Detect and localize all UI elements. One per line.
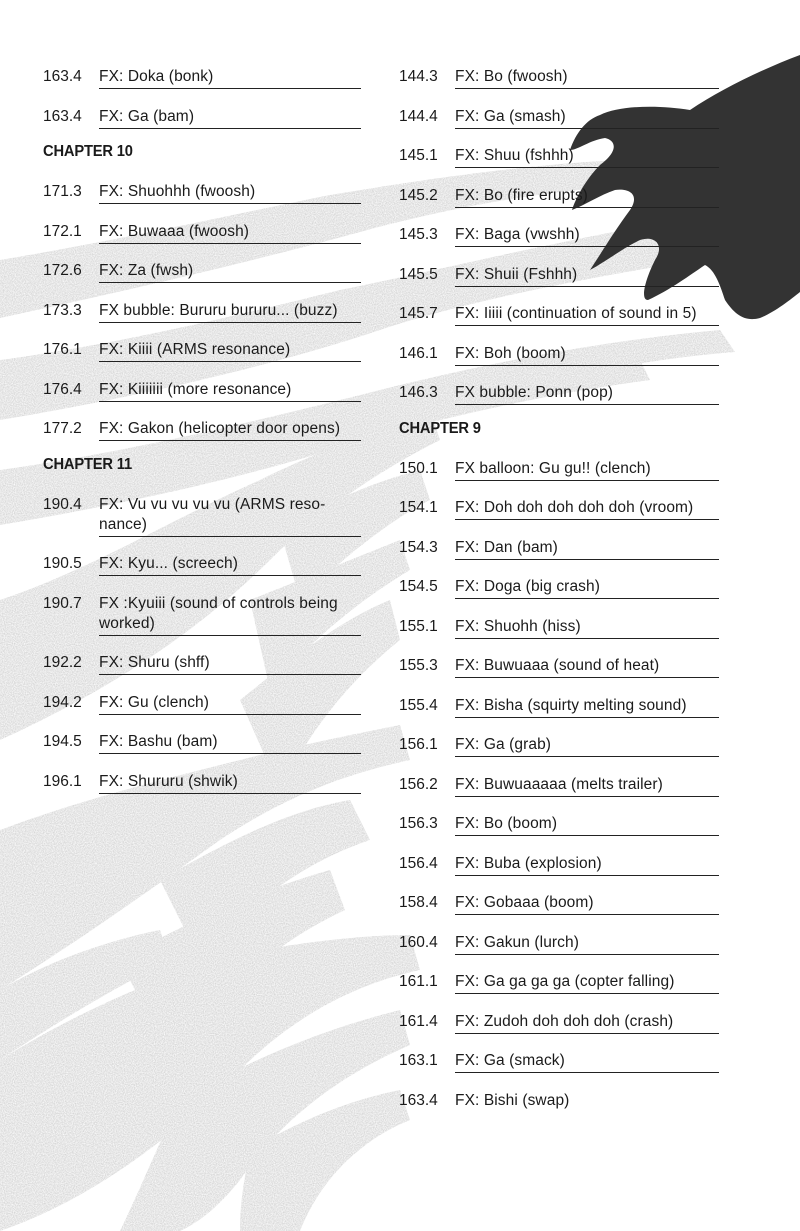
list-item — [43, 650, 361, 675]
sfx-translation: FX: Za (fwsh) — [99, 258, 361, 283]
sfx-translation: FX: Gobaaa (boom) — [455, 890, 719, 915]
list-item — [43, 377, 361, 402]
page-panel-number: 144.3 — [399, 68, 438, 85]
list-item — [399, 732, 719, 757]
list-item — [43, 64, 361, 89]
list-item — [43, 492, 361, 537]
sfx-translation: FX: Doga (big crash) — [455, 574, 719, 599]
sfx-translation: FX: Bo (fire erupts) — [455, 183, 719, 208]
list-item — [399, 890, 719, 915]
list-item — [43, 219, 361, 244]
sfx-translation: FX: Boh (boom) — [455, 341, 719, 366]
list-item — [399, 772, 719, 797]
page-panel-number: 190.4 — [43, 495, 82, 513]
page-panel-number: 161.1 — [399, 973, 438, 990]
list-item — [43, 104, 361, 129]
sfx-translation: FX: Shuru (shff) — [99, 650, 361, 675]
sfx-translation: FX: Buba (explosion) — [455, 851, 719, 876]
sfx-translation: FX: Shuohh (hiss) — [455, 614, 719, 639]
sfx-translation: FX: Buwuaaa (sound of heat) — [455, 653, 719, 678]
page-panel-number: 145.3 — [399, 226, 438, 243]
list-item — [399, 969, 719, 994]
sfx-translation: FX: Buwuaaaaa (melts trailer) — [455, 772, 719, 797]
sfx-translation: FX: Kiiii (ARMS resonance) — [99, 337, 361, 362]
page-panel-number: 155.1 — [399, 617, 438, 635]
page-panel-number: 190.7 — [43, 594, 82, 612]
page-panel-number: 190.5 — [43, 555, 82, 572]
page-panel-number: 154.5 — [399, 578, 438, 595]
left-column — [43, 64, 361, 808]
list-item — [399, 1088, 719, 1112]
chapter-heading: CHAPTER 9 — [399, 419, 481, 437]
list-item — [43, 298, 361, 323]
sfx-translation: FX balloon: Gu gu!! (clench) — [455, 456, 719, 481]
list-item — [43, 729, 361, 754]
sfx-translation: FX: Gakun (lurch) — [455, 930, 719, 955]
page-panel-number: 161.4 — [399, 1012, 438, 1030]
page-panel-number: 172.6 — [43, 262, 82, 279]
list-item — [43, 179, 361, 204]
list-item — [399, 380, 719, 405]
list-item — [399, 851, 719, 876]
page-panel-number: 163.1 — [399, 1052, 438, 1069]
page-panel-number: 171.3 — [43, 183, 82, 200]
sfx-translation: FX: Dan (bam) — [455, 535, 719, 560]
list-item — [43, 258, 361, 283]
list-item — [399, 301, 719, 326]
sfx-translation: FX: Doh doh doh doh doh (vroom) — [455, 495, 719, 520]
sfx-translation: FX bubble: Ponn (pop) — [455, 380, 719, 405]
list-item — [43, 337, 361, 362]
sfx-translation: FX bubble: Bururu bururu... (buzz) — [99, 298, 361, 323]
page-panel-number: 194.5 — [43, 733, 82, 750]
page-panel-number: 145.1 — [399, 147, 438, 164]
page-panel-number: 163.4 — [43, 68, 82, 85]
list-item — [399, 811, 719, 836]
list-item — [399, 1048, 719, 1073]
chapter-heading: CHAPTER 11 — [43, 455, 132, 473]
page-panel-number: 163.4 — [399, 1091, 438, 1109]
page-panel-number: 176.1 — [43, 341, 82, 358]
sfx-translation: FX: Buwaaa (fwoosh) — [99, 219, 361, 244]
sfx-translation: FX: Kiiiiiii (more resonance) — [99, 377, 361, 402]
list-item — [399, 341, 719, 366]
page-panel-number: 156.2 — [399, 775, 438, 793]
list-item — [399, 183, 719, 208]
page-panel-number: 156.4 — [399, 854, 438, 872]
page-panel-number: 173.3 — [43, 301, 82, 319]
list-item — [43, 690, 361, 715]
sfx-translation: FX: Bashu (bam) — [99, 729, 361, 754]
page-panel-number: 145.2 — [399, 186, 438, 204]
page-panel-number: 144.4 — [399, 107, 438, 125]
sfx-translation: FX: Shuohhh (fwoosh) — [99, 179, 361, 204]
page-panel-number: 150.1 — [399, 459, 438, 477]
sfx-translation: FX: Ga (bam) — [99, 104, 361, 129]
page-panel-number: 154.3 — [399, 538, 438, 556]
page-panel-number: 194.2 — [43, 693, 82, 711]
sfx-translation: FX: Zudoh doh doh doh (crash) — [455, 1009, 719, 1034]
list-item — [399, 574, 719, 599]
page-panel-number: 158.4 — [399, 894, 438, 911]
page-panel-number: 146.3 — [399, 384, 438, 401]
sfx-translation: FX: Ga (smash) — [455, 104, 719, 129]
list-item — [43, 551, 361, 576]
page-panel-number: 155.3 — [399, 657, 438, 674]
sfx-translation: FX: Gu (clench) — [99, 690, 361, 715]
list-item — [399, 64, 719, 89]
sfx-translation: FX: Kyu... (screech) — [99, 551, 361, 576]
sfx-translation: FX: Bishi (swap) — [455, 1091, 570, 1109]
sfx-translation: FX: Shuu (fshhh) — [455, 143, 719, 168]
sfx-translation: FX: Doka (bonk) — [99, 64, 361, 89]
list-item — [399, 614, 719, 639]
sfx-translation: FX: Vu vu vu vu vu (ARMS reso-nance) — [99, 492, 361, 537]
list-item — [399, 495, 719, 520]
list-item — [43, 769, 361, 794]
list-item — [399, 143, 719, 168]
sfx-translation: FX: Ga (grab) — [455, 732, 719, 757]
sfx-translation: FX :Kyuiii (sound of controls being worked) — [99, 591, 361, 636]
page-panel-number: 155.4 — [399, 696, 438, 714]
list-item — [399, 104, 719, 129]
list-item — [43, 416, 361, 441]
list-item — [399, 535, 719, 560]
list-item — [43, 591, 361, 636]
sfx-translation: FX: Ga (smack) — [455, 1048, 719, 1073]
page-panel-number: 156.1 — [399, 736, 438, 753]
page-panel-number: 145.5 — [399, 265, 438, 283]
sfx-translation: FX: Gakon (helicopter door opens) — [99, 416, 361, 441]
sfx-translation: FX: Shururu (shwik) — [99, 769, 361, 794]
sfx-translation: FX: Bisha (squirty melting sound) — [455, 693, 719, 718]
page-panel-number: 154.1 — [399, 499, 438, 516]
sfx-translation: FX: Iiiii (continuation of sound in 5) — [455, 301, 719, 326]
page-panel-number: 163.4 — [43, 107, 82, 125]
page-panel-number: 172.1 — [43, 222, 82, 240]
page-panel-number: 156.3 — [399, 815, 438, 832]
right-column — [399, 64, 719, 1126]
page-panel-number: 146.1 — [399, 344, 438, 362]
sfx-translation: FX: Baga (vwshh) — [455, 222, 719, 247]
page-panel-number: 177.2 — [43, 420, 82, 437]
page-panel-number: 145.7 — [399, 305, 438, 322]
page-panel-number: 176.4 — [43, 380, 82, 398]
list-item — [399, 693, 719, 718]
sfx-translation: FX: Bo (boom) — [455, 811, 719, 836]
chapter-heading: CHAPTER 10 — [43, 143, 133, 160]
list-item — [399, 262, 719, 287]
list-item — [399, 653, 719, 678]
sfx-translation: FX: Shuii (Fshhh) — [455, 262, 719, 287]
page-panel-number: 160.4 — [399, 933, 438, 951]
list-item — [399, 456, 719, 481]
list-item — [399, 930, 719, 955]
page-panel-number: 196.1 — [43, 772, 82, 790]
list-item — [399, 222, 719, 247]
sfx-translation: FX: Ga ga ga ga (copter falling) — [455, 969, 719, 994]
list-item — [399, 1009, 719, 1034]
sfx-translation: FX: Bo (fwoosh) — [455, 64, 719, 89]
page-panel-number: 192.2 — [43, 654, 82, 671]
